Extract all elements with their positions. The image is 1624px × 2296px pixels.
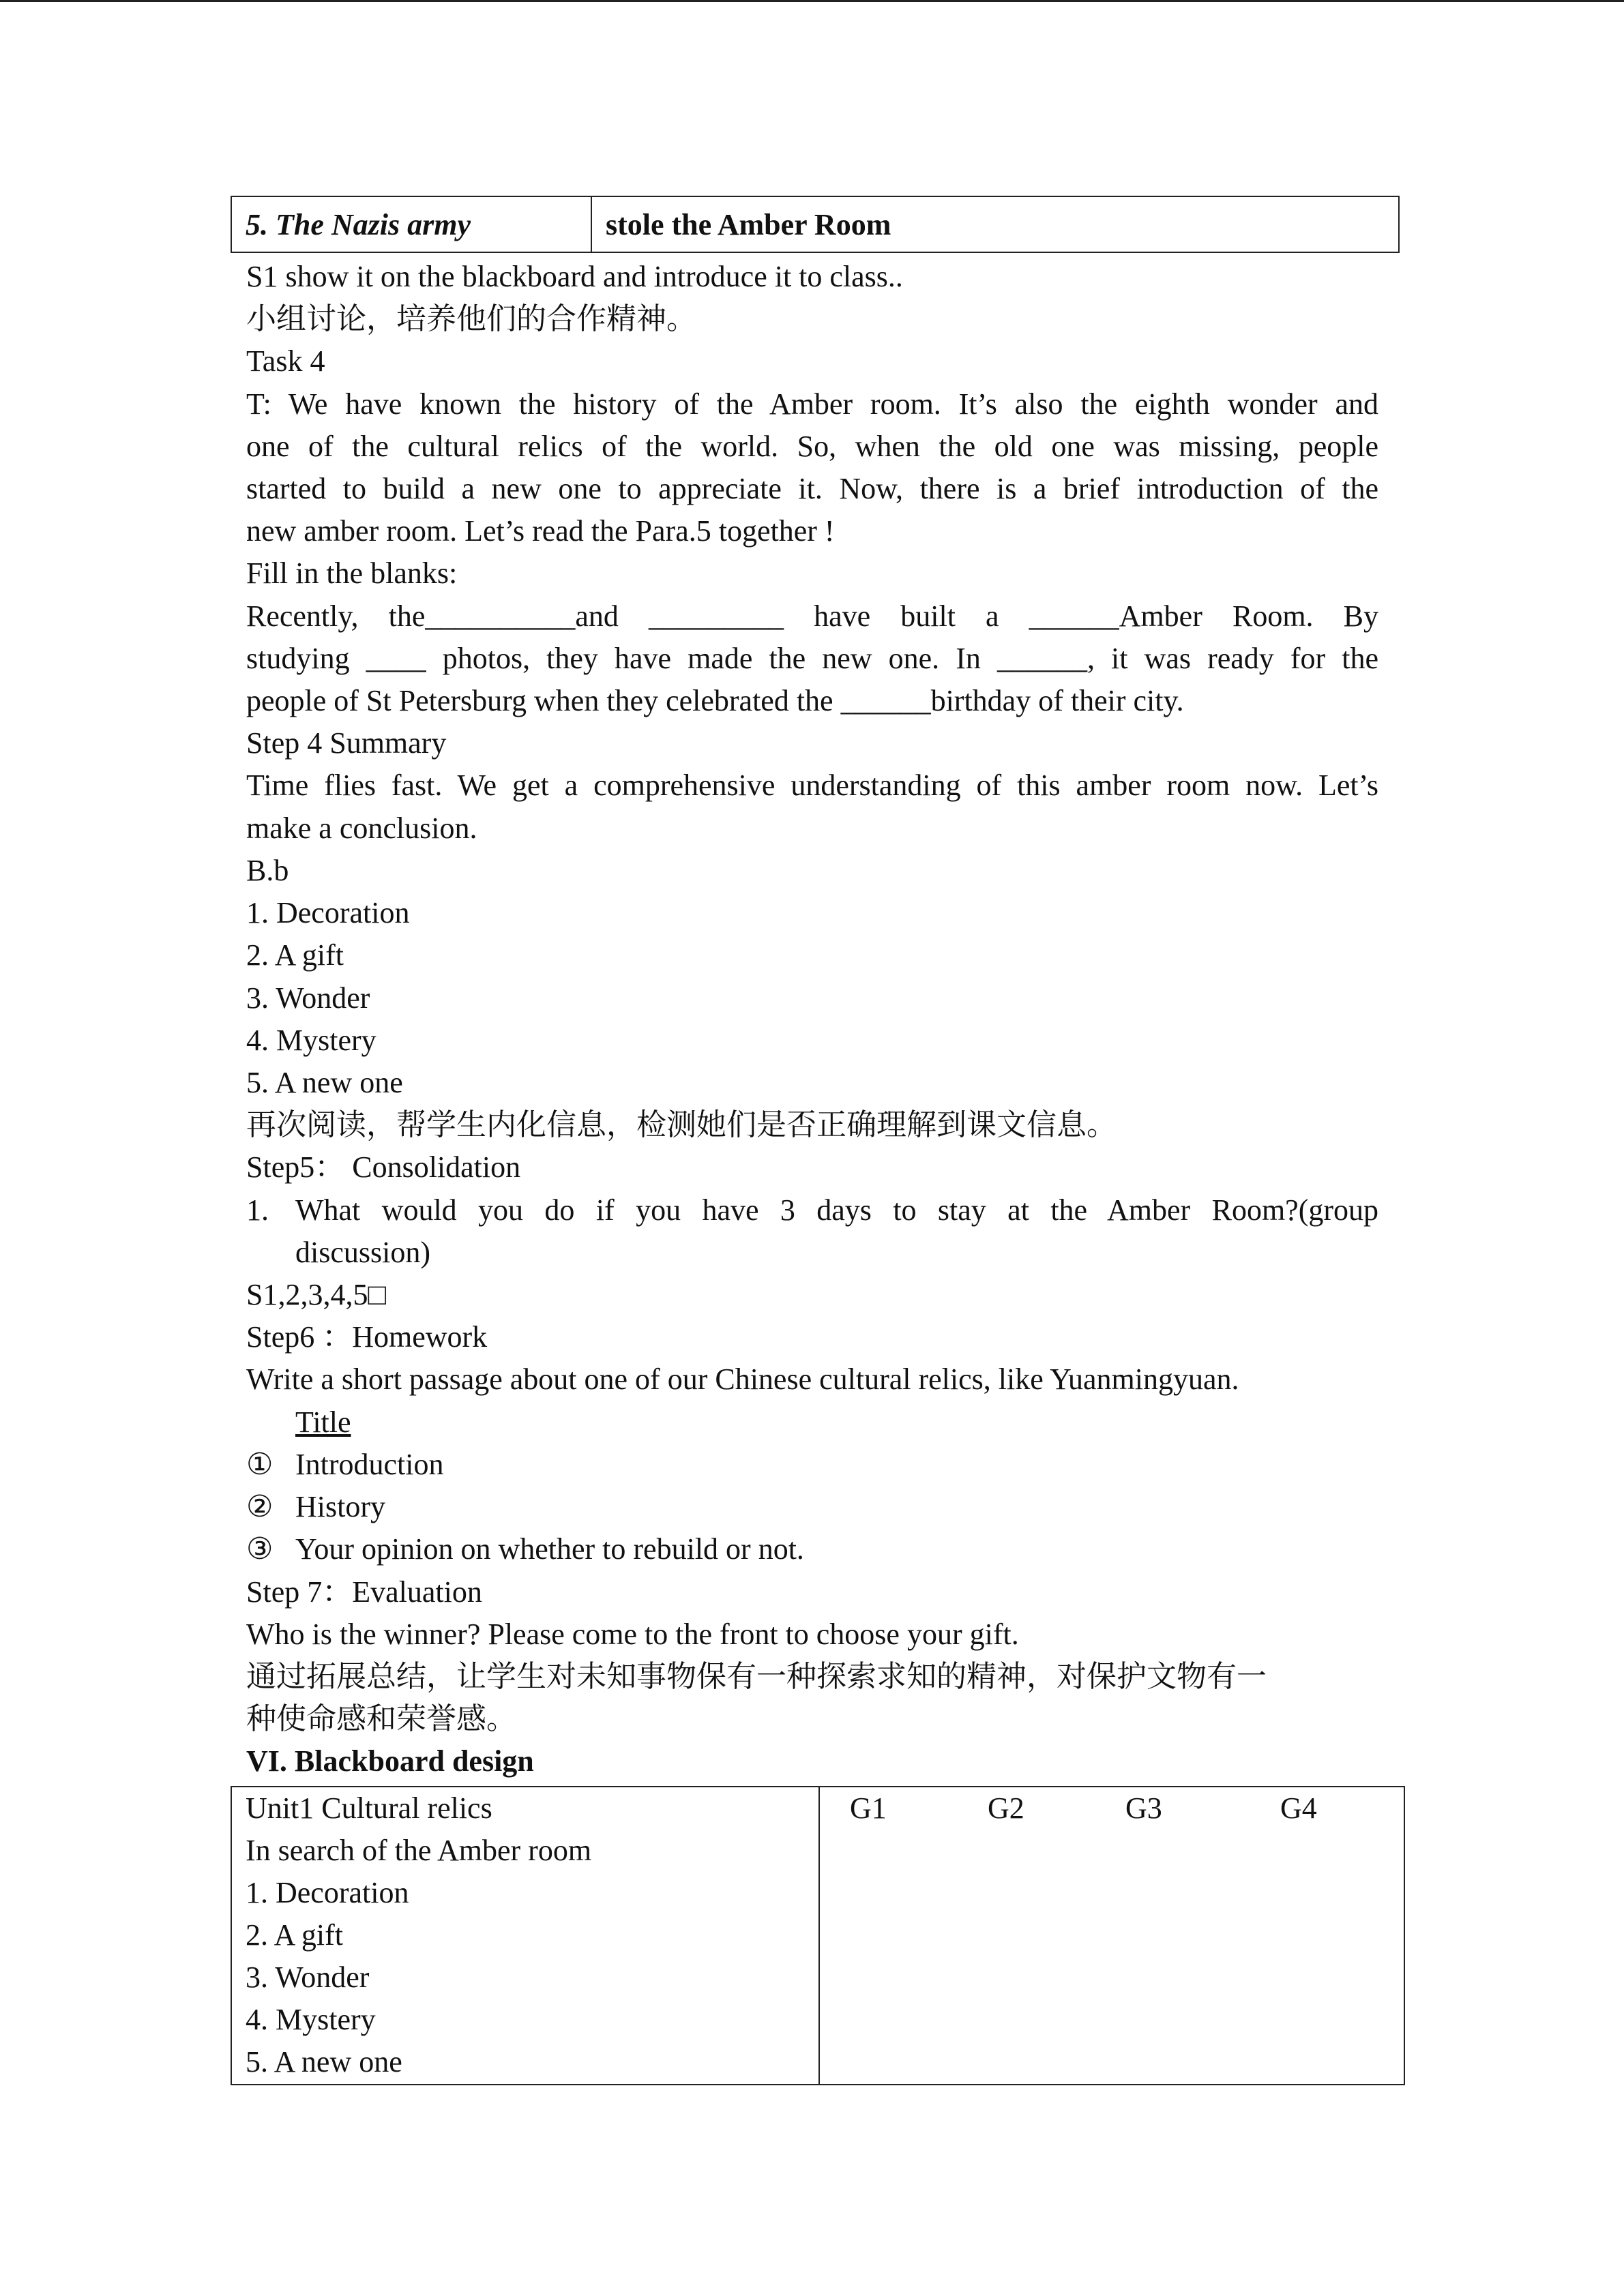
outline-item: Introduction <box>295 1448 444 1481</box>
list-item: 4. Mystery <box>246 1024 377 1057</box>
board-line: 5. A new one <box>246 2045 402 2078</box>
board-line: 3. Wonder <box>246 1960 370 1994</box>
board-right-cell <box>819 1787 1404 2085</box>
board-line: In search of the Amber room <box>246 1834 592 1867</box>
question-number: 1. <box>246 1193 269 1227</box>
outline-item: Your opinion on whether to rebuild or not. <box>295 1532 804 1566</box>
list-item: 5. A new one <box>246 1066 403 1099</box>
text-line: S1 show it on the blackboard and introduce it to class.. <box>246 260 903 293</box>
top-table <box>231 196 1400 253</box>
bb-label: B.b <box>246 854 289 887</box>
group-label: G1 <box>850 1791 887 1825</box>
board-line: 1. Decoration <box>246 1876 409 1909</box>
text-line: one of the cultural relics of the world. So, when the old one was missing, people <box>246 430 1378 463</box>
table-cell-action: stole the Amber Room <box>591 196 1399 252</box>
circled-number: ② <box>246 1490 274 1523</box>
table-row <box>231 1787 1404 2085</box>
group-label: G3 <box>1125 1791 1162 1825</box>
text-line: Who is the winner? Please come to the front to choose your gift. <box>246 1617 1019 1651</box>
table-row <box>231 196 1399 252</box>
circled-number: ① <box>246 1448 274 1481</box>
group-label: G4 <box>1280 1791 1317 1825</box>
homework-title: Title <box>295 1405 351 1439</box>
text-line: new amber room. Let’s read the Para.5 together ! <box>246 514 835 548</box>
text-line-cn: 通过拓展总结，让学生对未知事物保有一种探索求知的精神，对保护文物有一 <box>246 1660 1267 1693</box>
list-item: 1. Decoration <box>246 896 410 929</box>
board-line: 2. A gift <box>246 1918 344 1952</box>
board-left-cell <box>231 1787 819 2085</box>
step4-heading: Step 4 Summary <box>246 726 447 760</box>
circled-number: ③ <box>246 1532 274 1566</box>
text-line-cn: 种使命感和荣誉感。 <box>246 1702 516 1735</box>
group-label: G2 <box>988 1791 1024 1825</box>
table-cell-subject: 5. The Nazis army <box>231 196 591 252</box>
text-line: S1,2,3,4,5□ <box>246 1278 387 1311</box>
text-line-cn: 再次阅读，帮学生内化信息，检测她们是否正确理解到课文信息。 <box>246 1108 1117 1142</box>
board-line: 4. Mystery <box>246 2003 376 2036</box>
text-line: started to build a new one to appreciate it. Now, there is a brief introduction of the <box>246 472 1378 505</box>
list-item: 3. Wonder <box>246 981 370 1015</box>
text-line: Write a short passage about one of our Chinese cultural relics, like Yuanmingyuan. <box>246 1362 1239 1396</box>
fill-blank-line: people of St Petersburg when they celebrated the ______birthday of their city. <box>246 684 1184 717</box>
question-text: discussion) <box>295 1236 430 1269</box>
text-line: make a conclusion. <box>246 811 477 845</box>
page-top-border <box>0 0 1624 2</box>
text-line: Fill in the blanks: <box>246 556 458 590</box>
text-line: T: We have known the history of the Amber room. It’s also the eighth wonder and <box>246 387 1378 421</box>
outline-item: History <box>295 1490 385 1523</box>
text-line-cn: 小组讨论，培养他们的合作精神。 <box>246 302 696 336</box>
task4-heading: Task 4 <box>246 344 325 378</box>
text-line: Time flies fast. We get a comprehensive understanding of this amber room now. Let’s <box>246 769 1378 802</box>
step6-heading: Step6 ：Homework <box>246 1320 488 1354</box>
question-text: What would you do if you have 3 days to stay at the Amber Room?(group <box>295 1193 1378 1227</box>
blackboard-table <box>231 1786 1405 2085</box>
board-line: Unit1 Cultural relics <box>246 1791 492 1825</box>
fill-blank-line: studying ____ photos, they have made the new one. In ______, it was ready for the <box>246 642 1378 675</box>
fill-blank-line: Recently, the__________and _________ have built a ______Amber Room. By <box>246 599 1378 633</box>
step5-heading: Step5： Consolidation <box>246 1150 521 1184</box>
list-item: 2. A gift <box>246 938 344 972</box>
section-heading: VI. Blackboard design <box>246 1744 534 1778</box>
step7-heading: Step 7：Evaluation <box>246 1575 482 1609</box>
